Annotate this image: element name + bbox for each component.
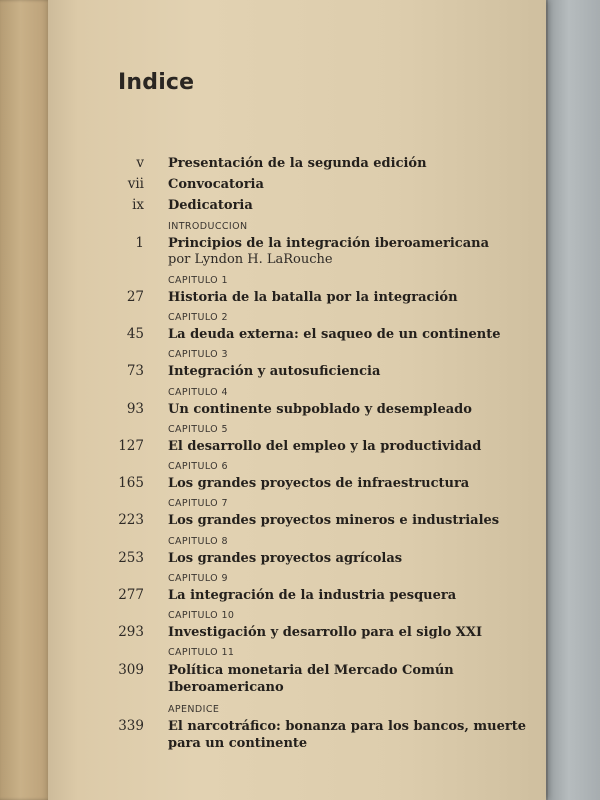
toc-page-number: 27 (126, 289, 144, 305)
toc-entry-label: CAPITULO 10 (168, 610, 235, 621)
toc-entry-title-continued: Iberoamericano (168, 680, 284, 695)
toc-entry-label: CAPITULO 5 (168, 424, 228, 435)
toc-page-number: 127 (118, 438, 144, 454)
toc-entry-label: CAPITULO 11 (168, 647, 235, 658)
toc-entry-title: Convocatoria (168, 177, 264, 192)
toc-page-number: 339 (118, 718, 144, 734)
toc-entry-label: CAPITULO 6 (168, 461, 228, 472)
toc-entry-title: Política monetaria del Mercado Común (168, 663, 454, 678)
toc-page-number: 73 (126, 363, 144, 379)
toc-entry-title: Integración y autosuficiencia (168, 364, 381, 379)
toc-entry-title: El desarrollo del empleo y la productividad (168, 439, 482, 454)
toc-page-number: vii (127, 176, 144, 192)
toc-entry-title: Un continente subpoblado y desempleado (168, 402, 472, 417)
toc-entry-title: Los grandes proyectos mineros e industriales (168, 513, 500, 528)
toc-page-number: 223 (118, 512, 144, 528)
toc-entry-author: por Lyndon H. LaRouche (168, 252, 333, 267)
toc-entry-label: CAPITULO 8 (168, 536, 228, 547)
toc-entry-label: CAPITULO 1 (168, 275, 228, 286)
toc-page-number: 277 (118, 587, 144, 603)
toc-entry-label: CAPITULO 7 (168, 498, 228, 509)
toc-page-number: 165 (118, 475, 144, 491)
toc-entry-label: CAPITULO 3 (168, 349, 228, 360)
toc-page-number: v (136, 155, 144, 171)
toc-entry-title: Los grandes proyectos agrícolas (168, 551, 403, 566)
toc-page-number: 309 (118, 662, 144, 678)
toc-entry-title: La deuda externa: el saqueo de un continente (168, 327, 501, 342)
toc-entry-title: Investigación y desarrollo para el siglo XXI (168, 625, 483, 640)
toc-entry-title: El narcotráfico: bonanza para los bancos, muerte (168, 719, 527, 734)
toc-page-number: ix (132, 197, 144, 213)
toc-entry-title: La integración de la industria pesquera (168, 588, 457, 603)
toc-page-number: 45 (126, 326, 144, 342)
toc-entry-title: Los grandes proyectos de infraestructura (168, 476, 470, 491)
toc-entry-title-continued: para un continente (168, 736, 308, 751)
toc-page-number: 253 (118, 550, 144, 566)
page-title: Indice (118, 70, 195, 95)
toc-page-number: 1 (135, 235, 144, 251)
toc-entry-title: Dedicatoria (168, 198, 253, 213)
toc-entry-title: Principios de la integración iberoamericana (168, 236, 489, 251)
toc-page-number: 93 (126, 401, 144, 417)
toc-page-number: 293 (118, 624, 144, 640)
toc-entry-label: CAPITULO 2 (168, 312, 228, 323)
toc-entry-title: Historia de la batalla por la integración (168, 290, 458, 305)
toc-entry-title: Presentación de la segunda edición (168, 156, 427, 171)
toc-entry-label: CAPITULO 4 (168, 387, 228, 398)
toc-entry-label: APENDICE (168, 704, 220, 715)
toc-entry-label: CAPITULO 9 (168, 573, 228, 584)
toc-entry-label: INTRODUCCION (168, 221, 248, 232)
